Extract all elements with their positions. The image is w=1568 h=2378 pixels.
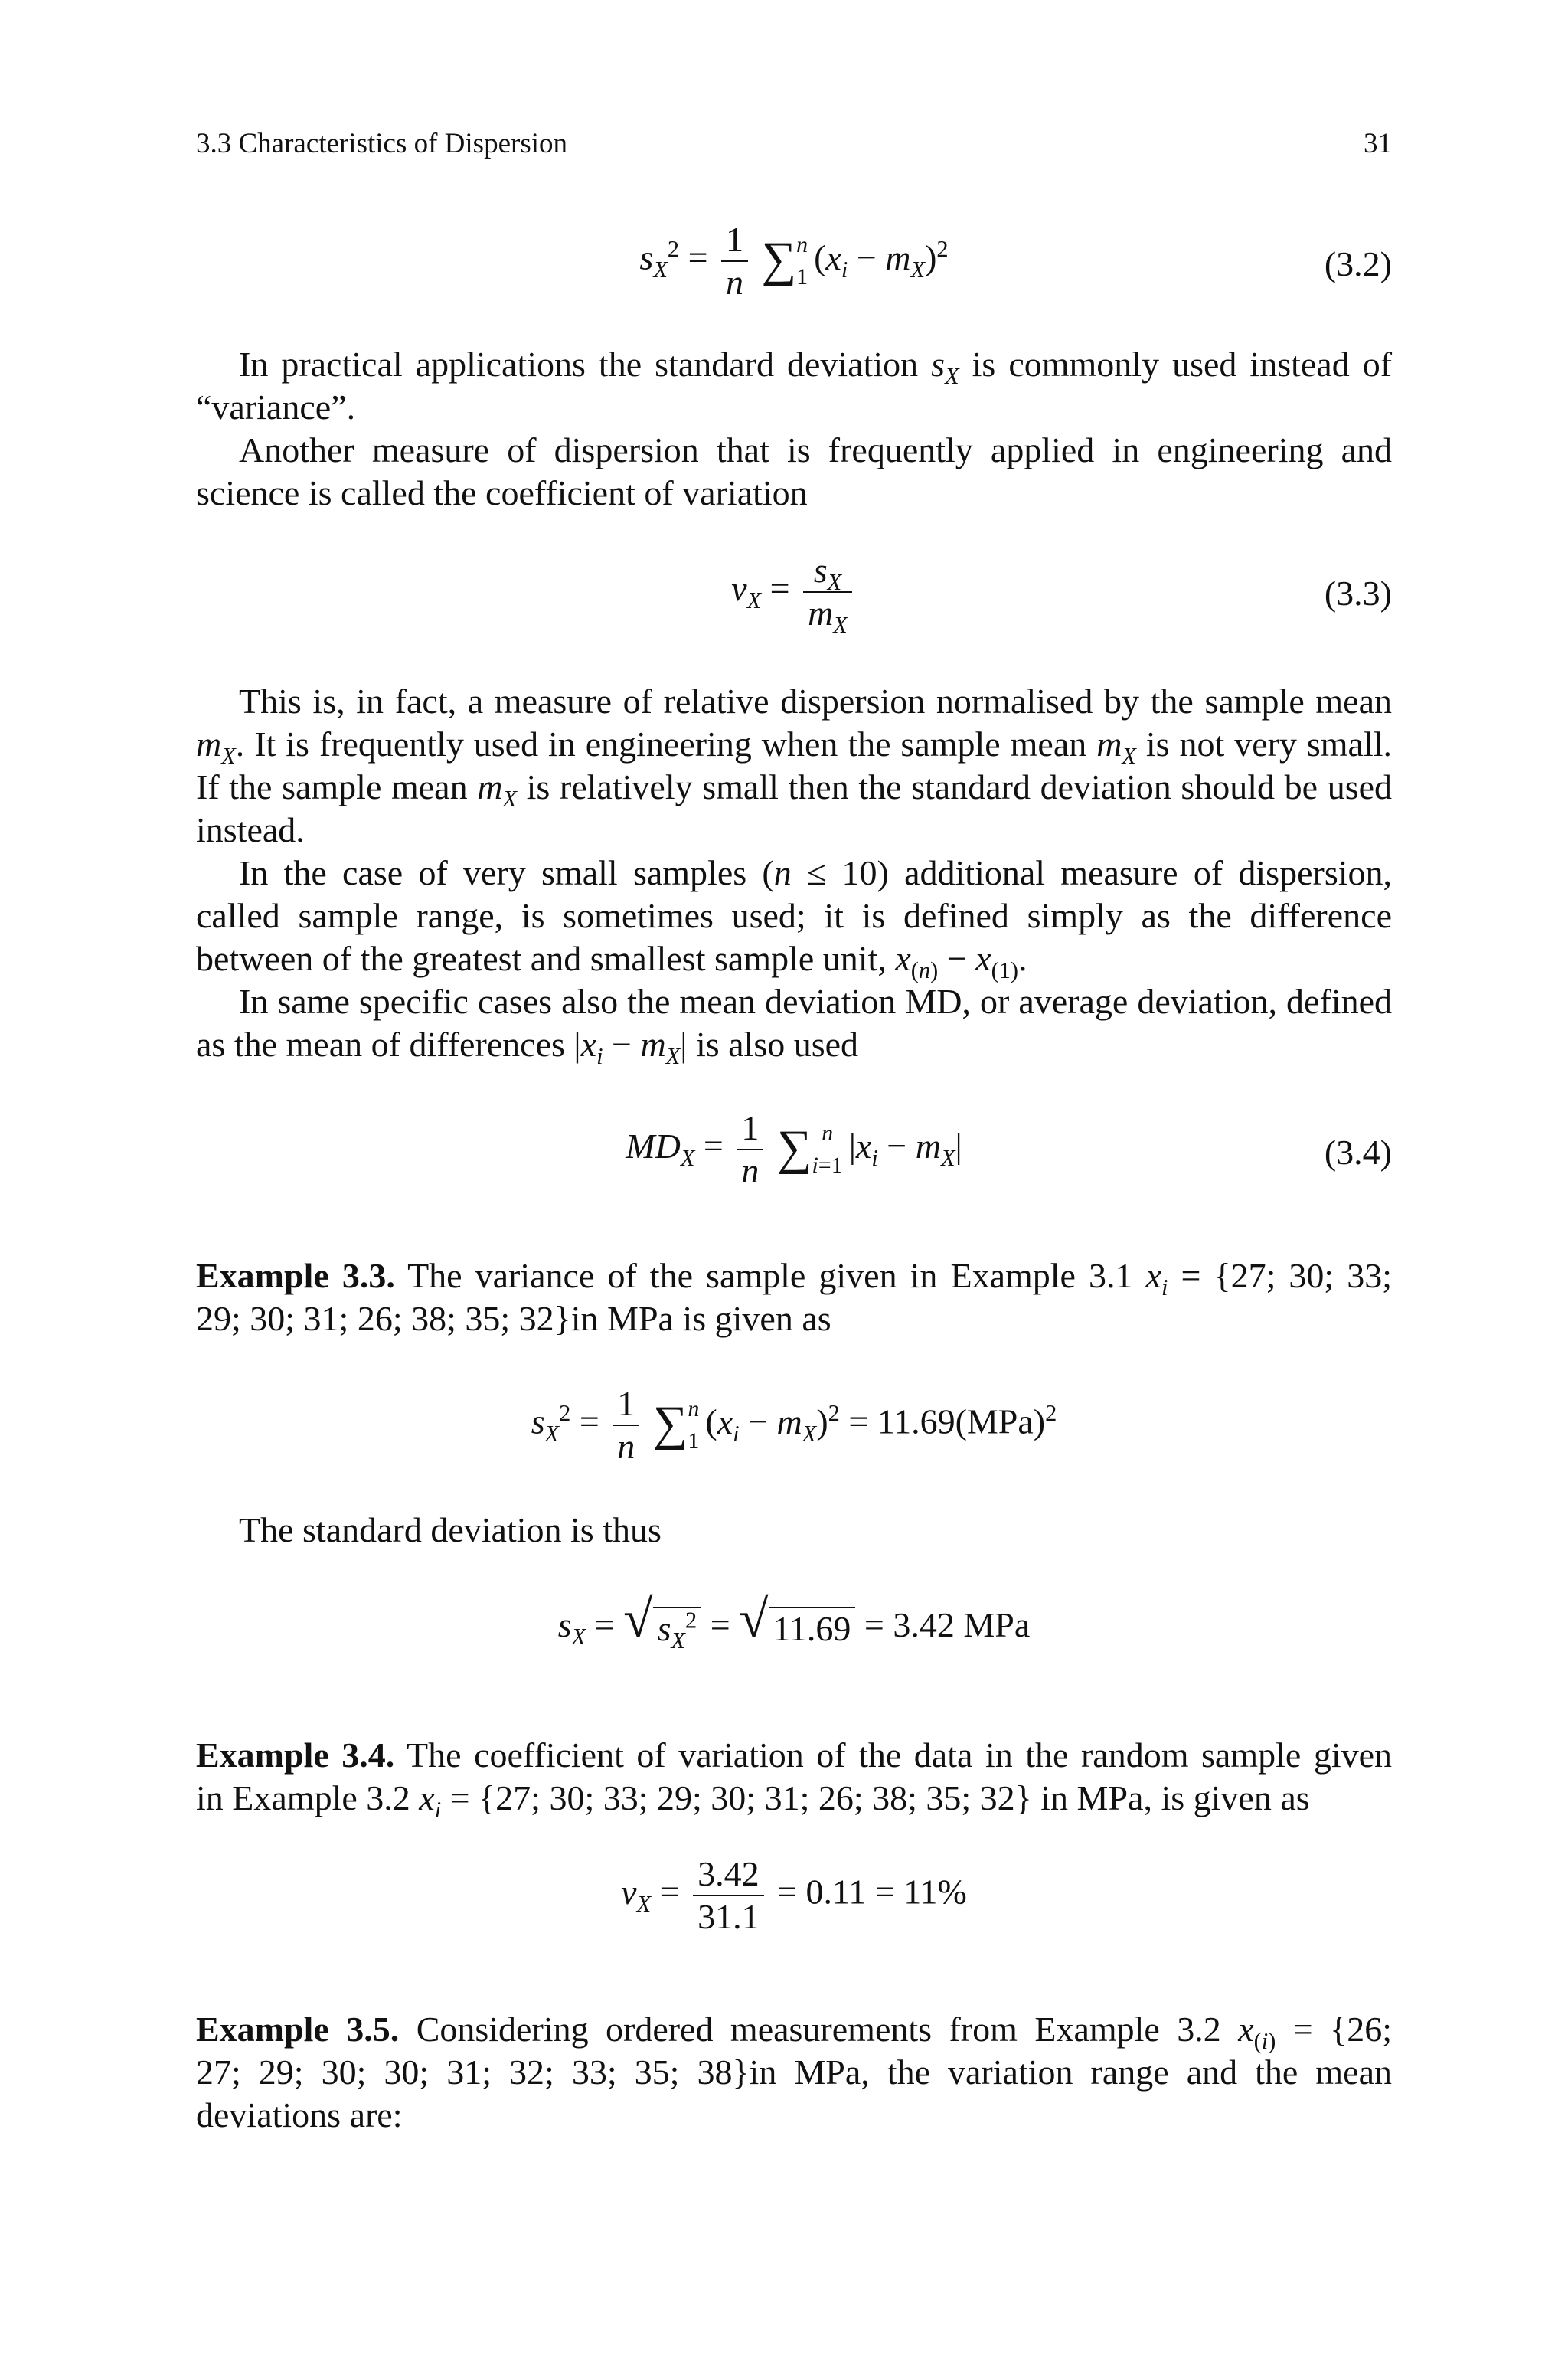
text-line: If the sample mean: [196, 767, 468, 806]
paragraph-coefficient-intro: [196, 429, 1392, 515]
paragraph-sample-range: In the case of very small samples (n ≤ 10) additional measure of dispersion, called sample range, is sometimes used; it is defined simply as the difference between of the greatest and smallest sample unit, $x_{(n)} - x_{(1)}$.: [196, 853, 1392, 984]
text-line: between of the greatest and smallest sample unit,: [196, 939, 887, 978]
text-line: The variance of the sample given in Example 3.1: [407, 1256, 1133, 1295]
text-line: 29; 30; 31; 26; 38; 35; 32}in MPa is given as: [196, 1299, 831, 1338]
text-line: is relatively small then the standard deviation should be used: [526, 767, 1393, 806]
text-line: The coefficient of variation of the data in the random sample given: [407, 1735, 1393, 1775]
equation-3-2: [196, 220, 1392, 302]
text-line: . It is frequently used in engineering when the sample mean: [235, 725, 1087, 764]
example-3-3-title: Example 3.3.: [196, 1256, 395, 1295]
example-3-5: Example 3.5. Considering ordered measurements from Example 3.2 $x_{(i)} = \{26$; 27; 29; 30; 30; 31; 32; 33; 35; 38}in MPa, the variation range and the mean deviations are:: [196, 2008, 1392, 2137]
variance-result: = 11.69(MPa): [848, 1402, 1046, 1441]
example-3-5-title: Example 3.5.: [196, 2010, 400, 2049]
standard-deviation-formula: $s_X$ = √ $s_X^2$ = √ 11.69 = 3.42 MPa: [557, 1590, 1031, 1654]
example-3-3-sd-intro: [196, 1509, 1392, 1552]
equation-3-2-number: (3.2): [1324, 244, 1392, 283]
equation-3-4-number: (3.4): [1324, 1133, 1392, 1172]
paragraph-relative-dispersion: This is, in fact, a measure of relative dispersion normalised by the sample mean $m_X$. It is frequently used in engineering when the sample mean $m_X$ is not very small. If the sample mean $m_X$ is relatively small then the standard deviation should be used instead.: [196, 680, 1392, 852]
text-line: is also used: [695, 1025, 859, 1064]
equation-3-3-formula: $v_X$ = $\frac{s_X}{m_X}$: [196, 553, 1392, 631]
text-line: is not very small.: [1145, 725, 1393, 764]
example-3-3-variance: [196, 1386, 1392, 1470]
text-line: = {27; 30; 33; 29; 30; 31; 26; 38; 35; 32} in MPa, is given as: [449, 1778, 1310, 1817]
coefficient-numerator: 3.42: [697, 1854, 760, 1893]
text-line: deviations are:: [196, 2095, 403, 2134]
text-line: 27; 29; 30; 30; 31; 32; 33; 35; 38}in MPa, the variation range and the mean: [196, 2053, 1392, 2092]
example-3-3: Example 3.3. The variance of the sample given in Example 3.1 $x_i = \{27$; 30; 33; 29; 30; 31; 26; 38; 35; 32}in MPa is given as: [196, 1254, 1392, 1340]
section-title: 3.3 Characteristics of Dispersion: [196, 128, 567, 159]
standard-deviation-result: = 3.42 MPa: [864, 1605, 1031, 1644]
text-line: = {27; 30; 33;: [1181, 1256, 1393, 1295]
coefficient-result: = 0.11 = 11%: [777, 1872, 967, 1912]
text-line: = {26;: [1292, 2010, 1393, 2049]
text-line: The standard deviation is thus: [239, 1510, 662, 1549]
text-line: in Example 3.2: [196, 1778, 410, 1817]
page-number: 31: [1364, 128, 1392, 159]
paragraph-mean-deviation: In same specific cases also the mean deviation MD, or average deviation, defined as the mean of differences $|x_i - m_X|$ is also used: [196, 982, 1392, 1070]
example-3-4-coefficient: [196, 1856, 1392, 1948]
text-line: Another measure of dispersion that is frequently applied in engineering and: [239, 430, 1392, 469]
running-header: [196, 127, 1392, 161]
text-line: Considering ordered measurements from Example 3.2: [416, 2010, 1221, 2049]
text-line: called sample range, is sometimes used; it is defined simply as the difference: [196, 896, 1392, 935]
text-line: as the mean of differences: [196, 1025, 565, 1064]
example-3-3-standard-deviation: [196, 1590, 1392, 1670]
coefficient-formula: $v_X$ = $\frac{3.42}{31.1}$ = 0.11 = 11%: [621, 1854, 967, 1936]
text-line: In same specific cases also the mean deviation MD, or average deviation, defined: [239, 982, 1392, 1021]
equation-3-3-number: (3.3): [1324, 574, 1392, 613]
example-3-4: Example 3.4. The coefficient of variation of the data in the random sample given in Example 3.2 $x_i = \{27$; 30; 33; 29; 30; 31; 26; 38; 35; 32} in MPa, is given as: [196, 1735, 1393, 1824]
variance-result-exponent: 2: [1045, 1400, 1057, 1427]
text-line: instead.: [196, 810, 305, 849]
example-3-4-title: Example 3.4.: [196, 1735, 395, 1775]
text-line: is commonly used instead of: [972, 345, 1393, 384]
text-line: ≤ 10) additional measure of dispersion,: [807, 853, 1392, 892]
equation-3-4-formula: $MD_X$ = $\frac{1}{n}$ ∑ n i=1 $|x_i - m_X|$: [626, 1108, 962, 1190]
text-line: “variance”.: [196, 388, 356, 427]
example-3-3-variance-formula: $s_X^2$ = $\frac{1}{n}$ ∑ n 1 $(x_i - m_X)^2 = 11.69(MPa)^2$: [531, 1384, 1057, 1466]
paragraph-standard-deviation: In practical applications the standard deviation $s_X$ is commonly used instead of “variance”.: [196, 343, 1392, 429]
text-line: science is called the coefficient of variation: [196, 473, 808, 512]
equation-3-4: [196, 1110, 1392, 1195]
coefficient-denominator: 31.1: [693, 1895, 764, 1935]
equation-3-2-formula: $s_X^2$ = $\frac{1}{n}$ ∑ n 1 $(x_i - m_X)^2$: [639, 220, 949, 302]
equation-3-3: [196, 553, 1392, 645]
text-line: In practical applications the standard deviation: [239, 345, 919, 384]
text-line: This is, in fact, a measure of relative dispersion normalised by the sample mean: [239, 682, 1392, 721]
text-line: In the case of very small samples (: [239, 853, 774, 892]
